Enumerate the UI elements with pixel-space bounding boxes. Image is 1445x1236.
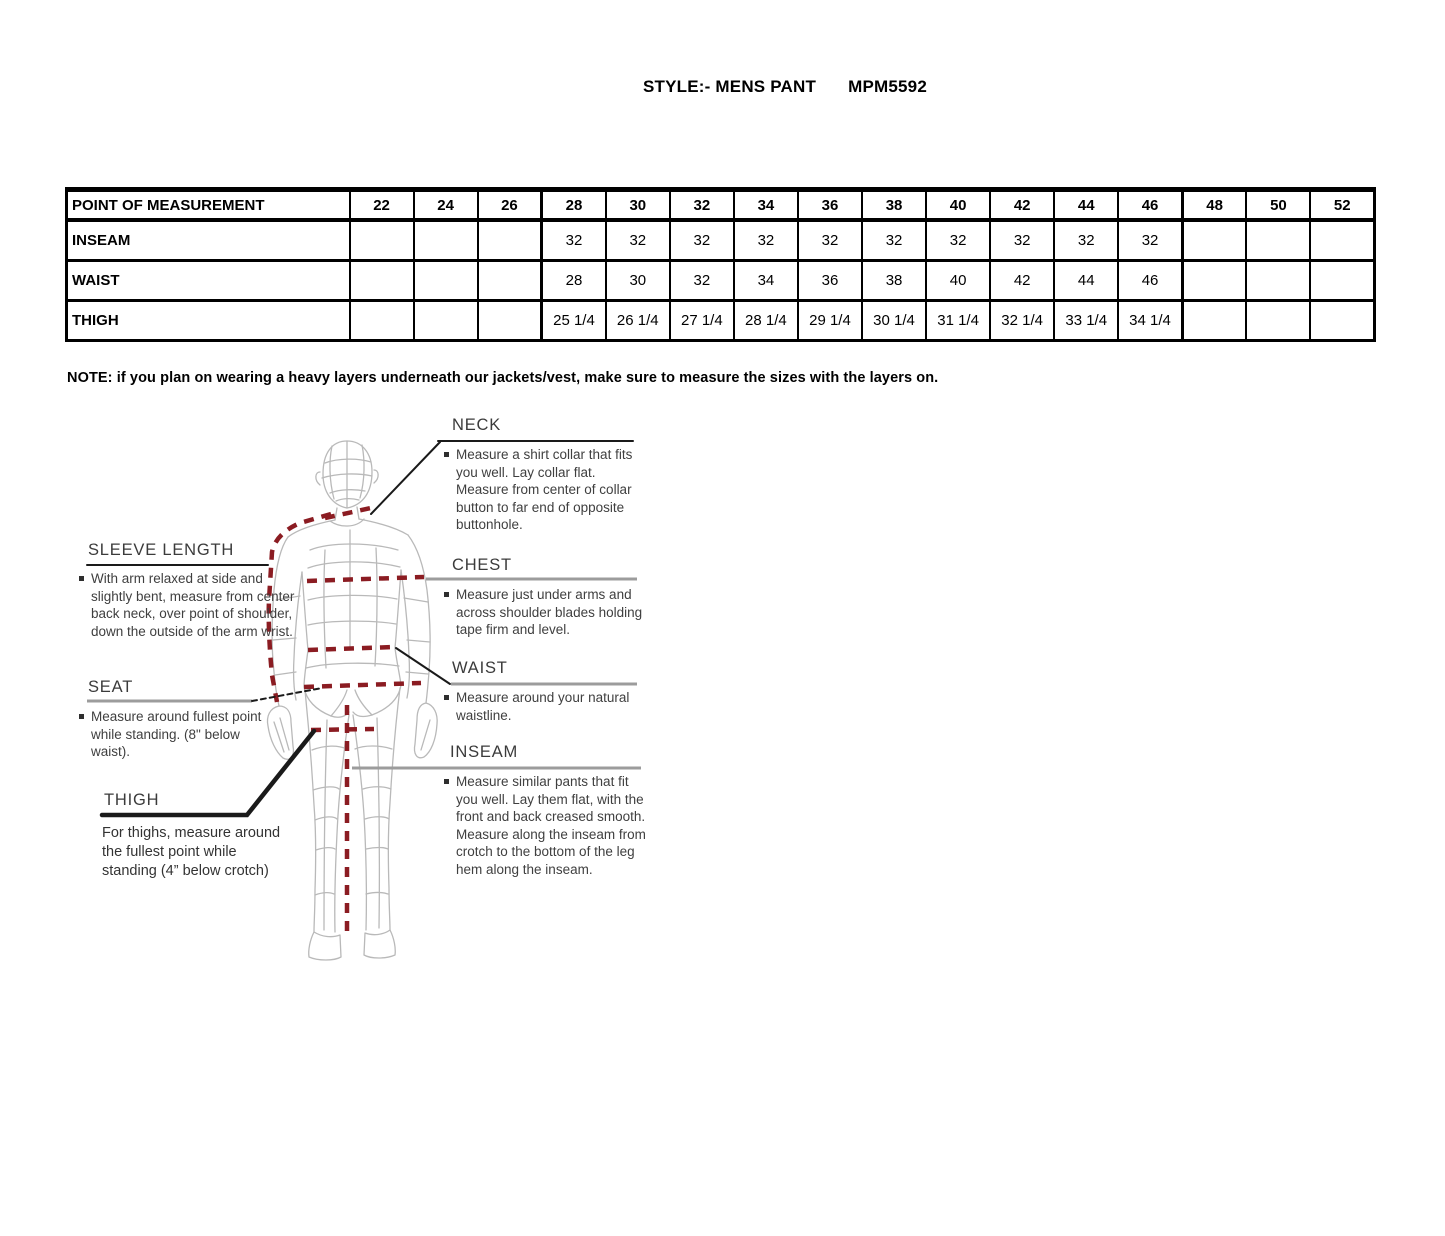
row-label-inseam: INSEAM [67, 220, 350, 261]
neck-measure-line [325, 508, 371, 518]
seat-label: SEAT [88, 678, 134, 696]
cell-waist-size-46: 46 [1118, 261, 1182, 301]
table-row-waist [67, 261, 1375, 301]
cell-inseam-size-50 [1246, 220, 1310, 261]
cell-thigh-size-48 [1182, 301, 1246, 341]
cell-thigh-size-40: 31 1/4 [926, 301, 990, 341]
waist-description: Measure around your natural waistline. [442, 689, 646, 724]
seat-description: Measure around fullest point while standing. (8" below waist). [77, 708, 281, 761]
style-label: STYLE:- MENS PANT [643, 77, 817, 96]
cell-inseam-size-46: 32 [1118, 220, 1182, 261]
cell-thigh-size-28: 25 1/4 [542, 301, 606, 341]
style-code: MPM5592 [848, 77, 927, 96]
header-size-34: 34 [734, 190, 798, 221]
size-table-body [67, 220, 1375, 341]
cell-waist-size-24 [414, 261, 478, 301]
cell-inseam-size-48 [1182, 220, 1246, 261]
seat-leader-line [252, 688, 322, 701]
header-size-22: 22 [350, 190, 414, 221]
cell-inseam-size-38: 32 [862, 220, 926, 261]
neck-label: NECK [452, 416, 502, 434]
waist-leader-line [396, 648, 450, 684]
header-size-50: 50 [1246, 190, 1310, 221]
row-label-thigh: THIGH [67, 301, 350, 341]
header-size-46: 46 [1118, 190, 1182, 221]
cell-inseam-size-36: 32 [798, 220, 862, 261]
cell-thigh-size-46: 34 1/4 [1118, 301, 1182, 341]
cell-waist-size-38: 38 [862, 261, 926, 301]
size-table-head [67, 190, 1375, 221]
cell-waist-size-42: 42 [990, 261, 1054, 301]
sleeve-length-label: SLEEVE LENGTH [88, 541, 235, 559]
header-size-40: 40 [926, 190, 990, 221]
cell-inseam-size-42: 32 [990, 220, 1054, 261]
cell-thigh-size-32: 27 1/4 [670, 301, 734, 341]
cell-thigh-size-24 [414, 301, 478, 341]
header-size-32: 32 [670, 190, 734, 221]
cell-thigh-size-22 [350, 301, 414, 341]
header-size-44: 44 [1054, 190, 1118, 221]
header-size-38: 38 [862, 190, 926, 221]
header-size-36: 36 [798, 190, 862, 221]
cell-thigh-size-38: 30 1/4 [862, 301, 926, 341]
cell-inseam-size-26 [478, 220, 542, 261]
header-point-of-measurement: POINT OF MEASUREMENT [67, 190, 350, 221]
cell-waist-size-40: 40 [926, 261, 990, 301]
neck-leader-line [371, 442, 440, 514]
body-figure [267, 441, 437, 960]
cell-inseam-size-22 [350, 220, 414, 261]
header-size-30: 30 [606, 190, 670, 221]
header-size-26: 26 [478, 190, 542, 221]
page-title [643, 77, 927, 97]
header-size-28: 28 [542, 190, 606, 221]
thigh-description: For thighs, measure around the fullest point while standing (4” below crotch) [102, 825, 281, 879]
header-size-52: 52 [1310, 190, 1374, 221]
waist-label: WAIST [452, 659, 508, 677]
chest-description: Measure just under arms and across shoulder blades holding tape firm and level. [442, 586, 654, 639]
cell-inseam-size-32: 32 [670, 220, 734, 261]
thigh-label: THIGH [104, 791, 160, 809]
table-row-inseam [67, 220, 1375, 261]
sleeve-length-description: With arm relaxed at side and slightly bent, measure from center back neck, over point of shoulder, down the outside of the arm wrist. [77, 570, 299, 640]
cell-thigh-size-34: 28 1/4 [734, 301, 798, 341]
neck-description: Measure a shirt collar that fits you well. Lay collar flat. Measure from center of collar button to far end of opposite buttonhole. [442, 446, 648, 534]
cell-thigh-size-30: 26 1/4 [606, 301, 670, 341]
cell-thigh-size-42: 32 1/4 [990, 301, 1054, 341]
waist-measure-line [308, 647, 395, 650]
cell-waist-size-34: 34 [734, 261, 798, 301]
thigh-measure-line [311, 729, 374, 730]
cell-waist-size-32: 32 [670, 261, 734, 301]
header-size-24: 24 [414, 190, 478, 221]
row-label-waist: WAIST [67, 261, 350, 301]
cell-waist-size-52 [1310, 261, 1374, 301]
cell-thigh-size-36: 29 1/4 [798, 301, 862, 341]
cell-inseam-size-40: 32 [926, 220, 990, 261]
cell-waist-size-44: 44 [1054, 261, 1118, 301]
cell-inseam-size-28: 32 [542, 220, 606, 261]
cell-waist-size-50 [1246, 261, 1310, 301]
cell-waist-size-28: 28 [542, 261, 606, 301]
chest-label: CHEST [452, 556, 512, 574]
cell-waist-size-26 [478, 261, 542, 301]
cell-waist-size-48 [1182, 261, 1246, 301]
cell-inseam-size-34: 32 [734, 220, 798, 261]
cell-inseam-size-52 [1310, 220, 1374, 261]
cell-waist-size-22 [350, 261, 414, 301]
cell-inseam-size-24 [414, 220, 478, 261]
seat-measure-line [304, 683, 421, 687]
size-table [65, 187, 1376, 342]
note-text: NOTE: if you plan on wearing a heavy layers underneath our jackets/vest, make sure to measure the sizes with the layers on. [67, 370, 939, 386]
cell-thigh-size-50 [1246, 301, 1310, 341]
inseam-label: INSEAM [450, 743, 519, 761]
header-size-48: 48 [1182, 190, 1246, 221]
cell-waist-size-36: 36 [798, 261, 862, 301]
cell-thigh-size-52 [1310, 301, 1374, 341]
cell-thigh-size-44: 33 1/4 [1054, 301, 1118, 341]
table-row-thigh [67, 301, 1375, 341]
inseam-description: Measure similar pants that fit you well. Lay them flat, with the front and back creased smooth. Measure along the inseam from crotch to the bottom of the leg hem along the inseam. [442, 773, 652, 878]
cell-waist-size-30: 30 [606, 261, 670, 301]
cell-thigh-size-26 [478, 301, 542, 341]
size-table-header-row [67, 190, 1375, 221]
header-size-42: 42 [990, 190, 1054, 221]
cell-inseam-size-30: 32 [606, 220, 670, 261]
cell-inseam-size-44: 32 [1054, 220, 1118, 261]
